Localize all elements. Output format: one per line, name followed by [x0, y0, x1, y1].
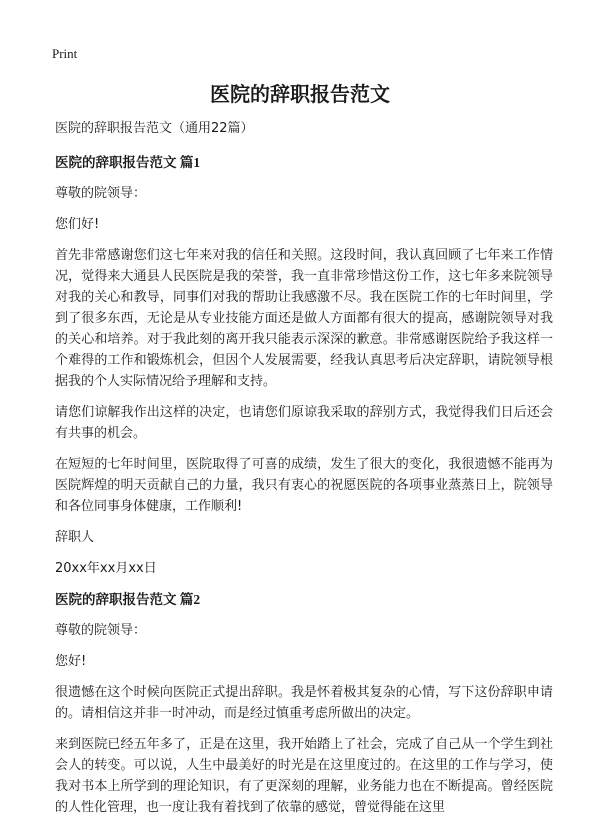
- document-subtitle: 医院的辞职报告范文（通用22篇）: [55, 121, 254, 136]
- paragraph: 在短短的七年时间里，医院取得了可喜的成绩，发生了很大的变化，我很遗憾不能再为医院辉煌的明天贡献自己的力量，我只有衷心的祝愿医院的各项事业蒸蒸日上，院领导和各位同事身体健康，工作顺利!: [55, 457, 553, 514]
- paragraph: 很遗憾在这个时候向医院正式提出辞职。我是怀着极其复杂的心情，写下这份辞职申请的。请相信这并非一时冲动，而是经过慎重考虑所做出的决定。: [55, 685, 553, 721]
- section-heading: 医院的辞职报告范文 篇2: [55, 592, 201, 607]
- section-heading: 医院的辞职报告范文 篇1: [55, 155, 201, 170]
- greeting: 尊敬的院领导：: [55, 623, 147, 638]
- document-body: [55, 118, 553, 818]
- print-label[interactable]: Print: [52, 46, 78, 61]
- paragraph: 请您们谅解我作出这样的决定，也请您们原谅我采取的辞别方式，我觉得我们日后还会有共事的机会。: [55, 405, 553, 441]
- date: 20xx年xx月xx日: [55, 561, 157, 576]
- paragraph: 首先非常感谢您们这七年来对我的信任和关照。这段时间，我认真回顾了七年来工作情况，觉得来大通县人民医院是我的荣誉，我一直非常珍惜这份工作，这七年多来院领导对我的关心和教导，同事们对我的帮助让我感激不尽。我在医院工作的七年时间里，学到了很多东西，无论是从专业技能方面还是做人方面都有很大的提高，感谢院领导对我的关心和培养。对于我此刻的离开我只能表示深深的歉意。非常感谢医院给予我这样一个难得的工作和锻炼机会，但因个人发展需要，经我认真思考后决定辞职，请院领导根据我的个人实际情况给予理解和支持。: [55, 248, 553, 389]
- signature: 辞职人: [55, 530, 95, 545]
- paragraph: 来到医院已经五年多了，正是在这里，我开始踏上了社会，完成了自己从一个学生到社会人的转变。可以说，人生中最美好的时光是在这里度过的。在这里的工作与学习，使我对书本上所学到的理论知识，有了更深刻的理解，业务能力也在不断提高。曾经医院的人性化管理，也一度让我有着找到了依靠的感觉，曾觉得能在这里: [55, 737, 553, 815]
- document-title: 医院的辞职报告范文: [210, 82, 390, 106]
- greeting: 尊敬的院领导：: [55, 186, 147, 201]
- salutation: 您们好!: [55, 217, 100, 232]
- salutation: 您好!: [55, 654, 87, 669]
